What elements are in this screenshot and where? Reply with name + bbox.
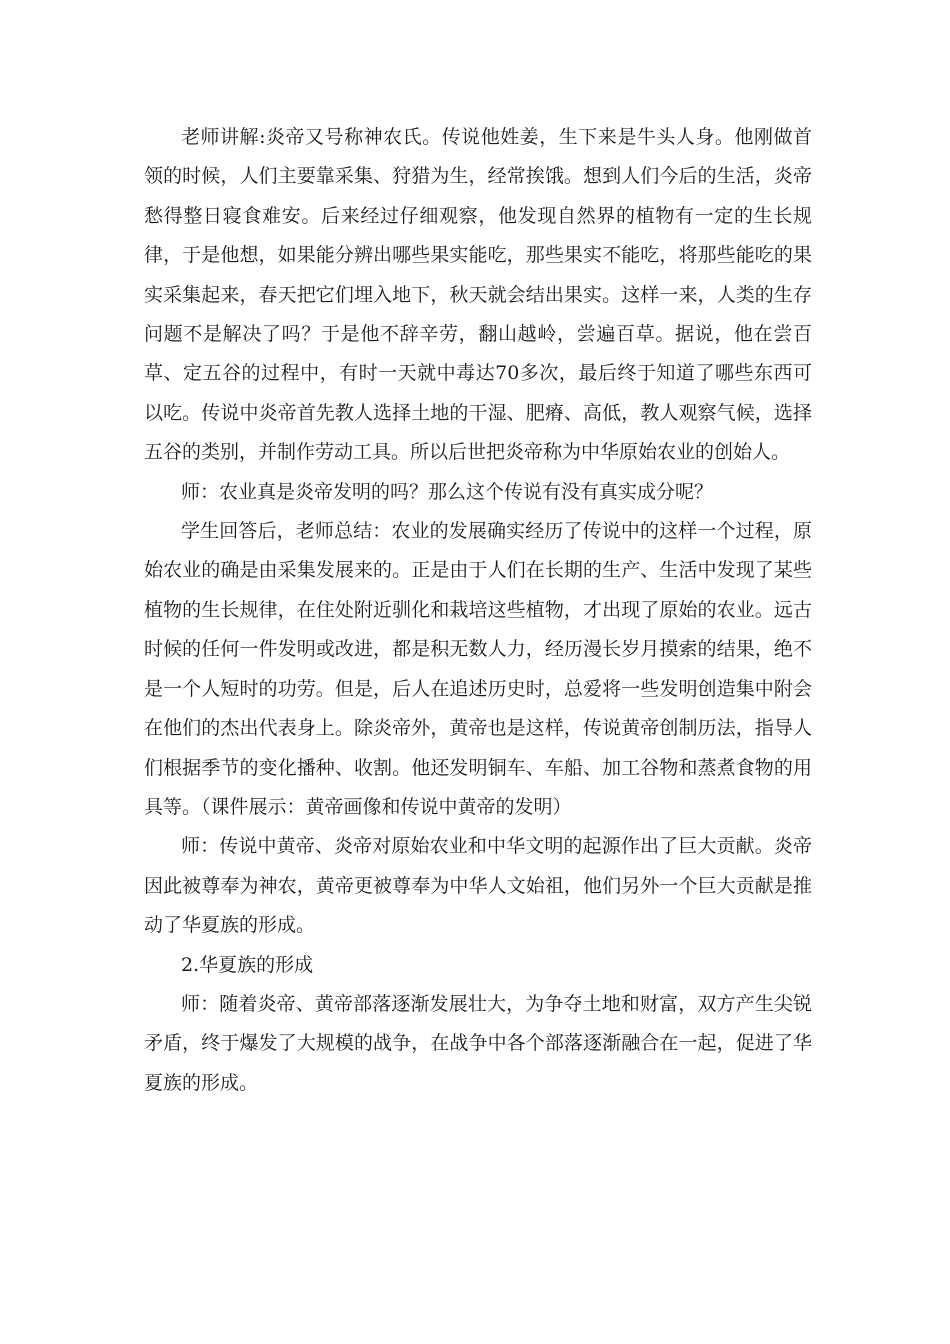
paragraph-huaxia-formation: 师：随着炎帝、黄帝部落逐渐发展壮大，为争夺土地和财富，双方产生尖锐矛盾，终于爆发了大规模的战争，在战争中各个部落逐渐融合在一起，促进了华夏族的形成。 <box>144 992 812 1094</box>
paragraph-teacher-summary: 学生回答后，老师总结：农业的发展确实经历了传说中的这样一个过程，原始农业的确是由采集发展来的。正是由于人们在长期的生产、生活中发现了某些植物的生长规律，在住处附近驯化和栽培这些植物，才出现了原始的农业。远古时候的任何一件发明或改进，都是积无数人力，经历漫长岁月摸索的结果，绝不是一个人短时的功劳。但是，后人在追述历史时，总爱将一些发明创造集中附会在他们的杰出代表身上。除炎帝外，黄帝也是这样，传说黄帝创制历法，指导人们根据季节的变化播种、收割。他还发明铜车、车船、加工谷物和蒸煮食物的用具等。（课件展示：黄帝画像和传说中黄帝的发明） <box>144 520 812 818</box>
paragraph-yandi-legend: 老师讲解:炎帝又号称神农氏。传说他姓姜，生下来是牛头人身。他刚做首领的时候，人们主要靠采集、狩猎为生，经常挨饿。想到人们今后的生活，炎帝愁得整日寝食难安。后来经过仔细观察，他发现自然界的植物有一定的生长规律，于是他想，如果能分辨出哪些果实能吃，那些果实不能吃，将那些能吃的果实采集起来，春天把它们埋入地下，秋天就会结出果实。这样一来，人类的生存问题不是解决了吗？于是他不辞辛劳，翻山越岭，尝遍百草。据说，他在尝百草、定五谷的过程中，有时一天就中毒达70多次，最后终于知道了哪些东西可以吃。传说中炎帝首先教人选择土地的干湿、肥瘠、高低，教人观察气候，选择五谷的类别，并制作劳动工具。所以后世把炎帝称为中华原始农业的创始人。 <box>144 126 812 464</box>
paragraph-teacher-question: 师：农业真是炎帝发明的吗？那么这个传说有没有真实成分呢？ <box>181 480 714 503</box>
document-body <box>144 118 812 1103</box>
paragraph-contributions: 师：传说中黄帝、炎帝对原始农业和中华文明的起源作出了巨大贡献。炎帝因此被尊奉为神农，黄帝更被尊奉为中华人文始祖，他们另外一个巨大贡献是推动了华夏族的形成。 <box>144 835 812 937</box>
section-heading-huaxia: 2.华夏族的形成 <box>181 953 314 976</box>
